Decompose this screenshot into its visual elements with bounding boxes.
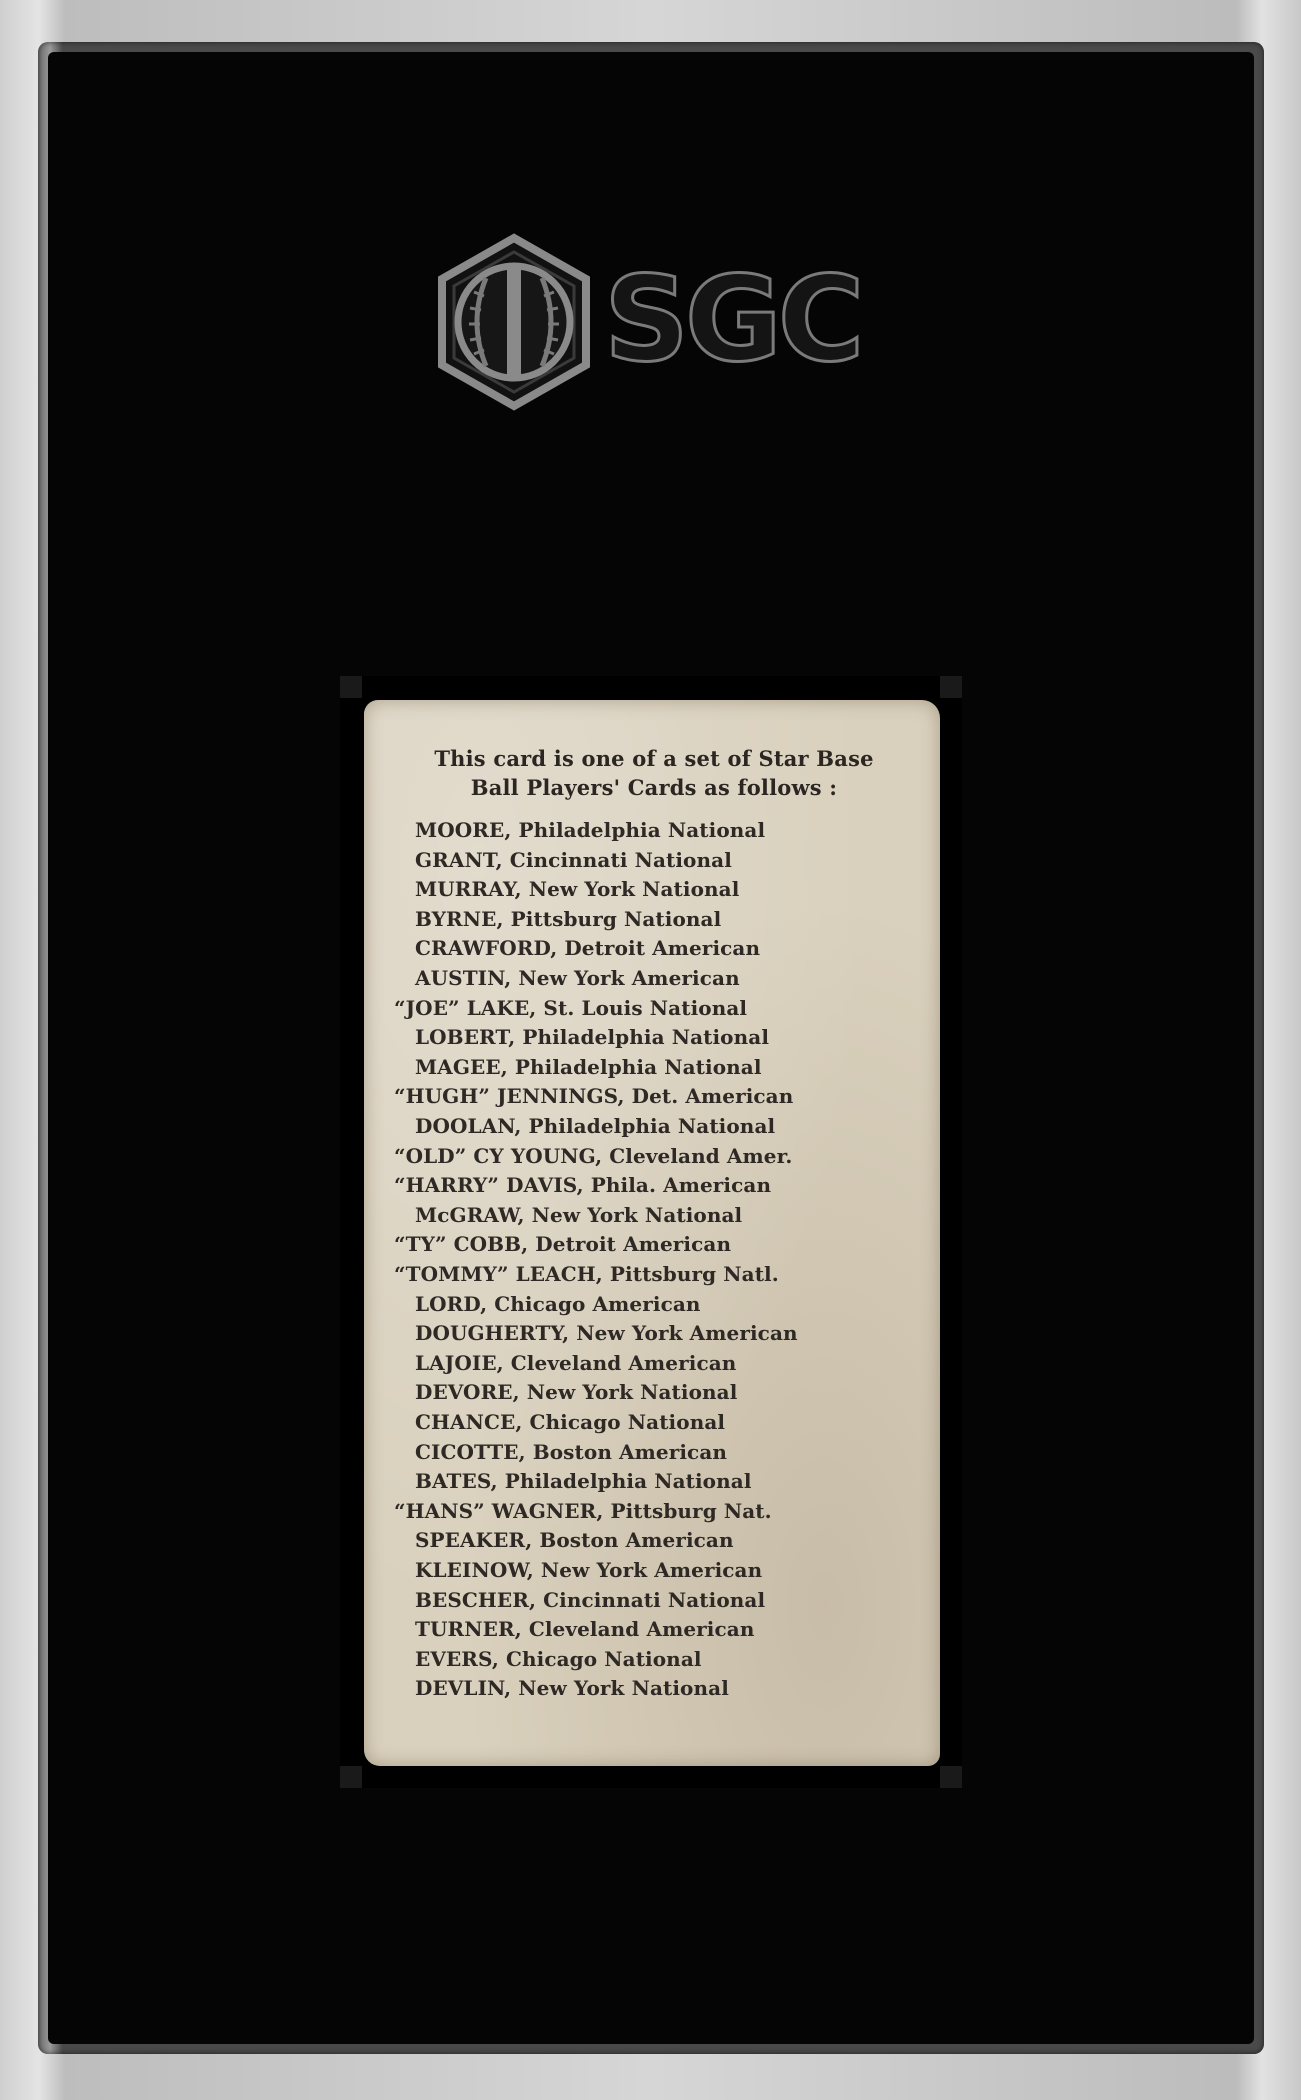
- player-entry: LAJOIE, Cleveland American: [415, 1350, 737, 1375]
- player-entry: “TOMMY” LEACH, Pittsburg Natl.: [394, 1262, 779, 1286]
- player-entry: MAGEE, Philadelphia National: [415, 1054, 762, 1079]
- player-entry: EVERS, Chicago National: [415, 1646, 702, 1671]
- player-entry: GRANT, Cincinnati National: [415, 847, 732, 872]
- window-notch: [940, 1766, 962, 1788]
- player-entry: “JOE” LAKE, St. Louis National: [394, 995, 748, 1020]
- player-entry: TURNER, Cleveland American: [415, 1617, 755, 1642]
- player-entry: “HANS” WAGNER, Pittsburg Nat.: [394, 1498, 772, 1523]
- player-entry: BESCHER, Cincinnati National: [415, 1587, 766, 1612]
- player-entry: DEVLIN, New York National: [415, 1676, 729, 1701]
- player-entry: “HARRY” DAVIS, Phila. American: [394, 1173, 772, 1198]
- baseball-card-back: [364, 700, 940, 1766]
- player-entry: AUSTIN, New York American: [415, 966, 740, 990]
- player-entry: BYRNE, Pittsburg National: [415, 906, 722, 931]
- player-entry: LOBERT, Philadelphia National: [415, 1025, 770, 1050]
- player-entry: “TY” COBB, Detroit American: [394, 1232, 732, 1257]
- card-header-line-2: Ball Players' Cards as follows :: [470, 775, 838, 800]
- baseball-hexagon-icon: [424, 232, 604, 412]
- player-entry: DOUGHERTY, New York American: [415, 1321, 798, 1346]
- player-entry: BATES, Philadelphia National: [415, 1469, 752, 1494]
- player-entry: CRAWFORD, Detroit American: [415, 936, 761, 961]
- player-entry: DEVORE, New York National: [415, 1380, 738, 1405]
- player-entry: “OLD” CY YOUNG, Cleveland Amer.: [394, 1143, 793, 1168]
- card-header-line-1: This card is one of a set of Star Base: [434, 746, 874, 771]
- player-entry: DOOLAN, Philadelphia National: [415, 1114, 776, 1138]
- sgc-logo-text: SGC: [604, 250, 861, 388]
- player-entry: MURRAY, New York National: [415, 877, 740, 902]
- player-entry: “HUGH” JENNINGS, Det. American: [394, 1084, 794, 1109]
- card-header: [394, 744, 914, 802]
- player-entry: MOORE, Philadelphia National: [415, 818, 766, 842]
- window-notch: [340, 1766, 362, 1788]
- player-entry: CHANCE, Chicago National: [415, 1410, 726, 1434]
- player-entry: CICOTTE, Boston American: [415, 1439, 728, 1464]
- window-notch: [340, 676, 362, 698]
- player-entry: SPEAKER, Boston American: [415, 1528, 734, 1553]
- player-entry: LORD, Chicago American: [415, 1291, 701, 1316]
- player-entry: KLEINOW, New York American: [415, 1558, 763, 1582]
- player-entry: McGRAW, New York National: [415, 1202, 743, 1227]
- sgc-logo: [424, 232, 872, 412]
- window-notch: [940, 676, 962, 698]
